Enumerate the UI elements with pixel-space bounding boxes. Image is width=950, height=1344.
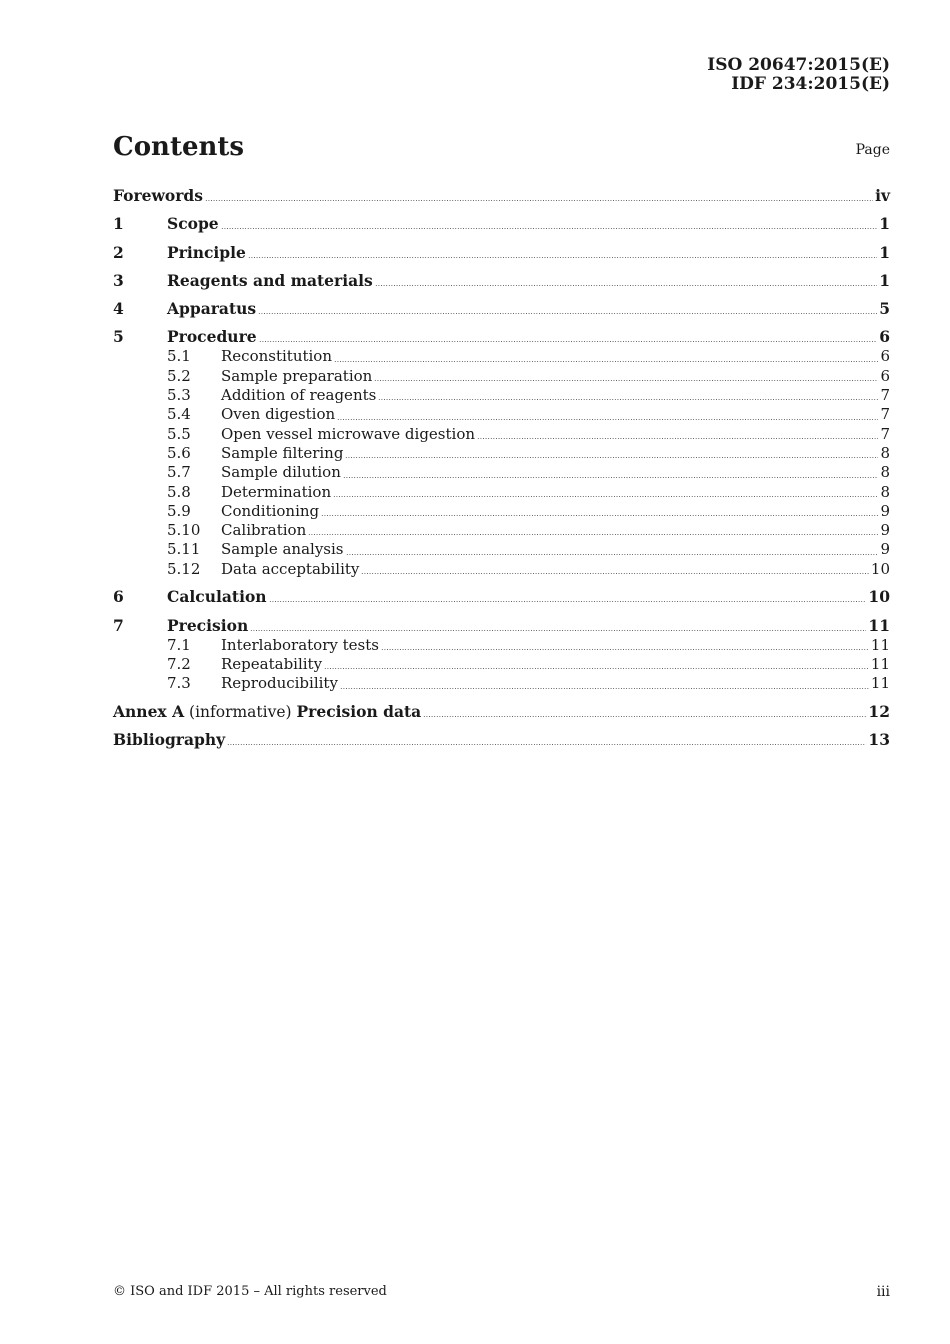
dot-leader (250, 630, 866, 631)
toc-entry-title (221, 502, 319, 521)
toc-entry-title (167, 326, 257, 347)
toc-entry-title-text: Principle (167, 242, 246, 262)
toc-entry-number: 1 (113, 214, 124, 234)
toc-entry-title-text: Apparatus (167, 299, 257, 319)
toc-clause-entry[interactable] (113, 242, 890, 263)
toc-subclause-entry[interactable] (113, 655, 890, 674)
dot-leader (259, 341, 878, 342)
toc-entry-number: 5.8 (167, 482, 191, 501)
toc-subclause-entry[interactable] (113, 674, 890, 693)
toc-clause-entry[interactable] (113, 586, 890, 607)
toc-entry-title (167, 298, 256, 319)
copyright-notice: © ISO and IDF 2015 – All rights reserved (113, 1284, 387, 1299)
dot-leader (333, 496, 878, 497)
toc-entry-page: 6 (879, 327, 890, 347)
toc-entry-title-text: Sample filtering (221, 443, 344, 462)
toc-entry-page: 10 (868, 587, 890, 607)
toc-entry-page: 11 (870, 635, 890, 654)
toc-clause-entry[interactable] (113, 213, 890, 234)
toc-entry-title-text: Sample analysis (221, 540, 344, 559)
toc-entry-page: 1 (879, 214, 890, 234)
dot-leader (248, 257, 877, 258)
toc-clause-entry[interactable] (113, 298, 890, 319)
toc-entry-number: 7.1 (167, 635, 191, 654)
toc-subclause-entry[interactable] (113, 347, 890, 366)
toc-entry-title-text: Reproducibility (221, 674, 338, 693)
toc-clause-entry[interactable] (113, 729, 890, 750)
toc-clause-entry[interactable] (113, 326, 890, 347)
toc-entry-title (167, 615, 248, 636)
toc-clause-entry[interactable] (113, 185, 890, 206)
toc-entry-page: 8 (880, 482, 890, 501)
dot-leader (361, 573, 869, 574)
toc-entry-page: 8 (880, 443, 890, 462)
toc-entry-title-text: Conditioning (221, 501, 320, 520)
toc-entry-page: 5 (879, 299, 890, 319)
toc-entry-number: 5.9 (167, 501, 191, 520)
toc-entry-number: 4 (113, 299, 124, 319)
table-of-contents (113, 185, 890, 750)
toc-entry-title (113, 185, 203, 206)
dot-leader (477, 438, 878, 439)
toc-entry-title-text: Precision (167, 615, 249, 635)
toc-clause-entry[interactable] (113, 270, 890, 291)
toc-entry-title-text: Procedure (167, 327, 257, 347)
dot-leader (324, 668, 869, 669)
toc-entry-page: 7 (880, 405, 890, 424)
toc-entry-title (113, 701, 421, 723)
toc-subclause-entry[interactable] (113, 444, 890, 463)
toc-entry-title (221, 367, 372, 386)
footer-page-number: iii (876, 1284, 890, 1300)
toc-entry-title-text: Interlaboratory tests (221, 635, 379, 654)
dot-leader (269, 601, 867, 602)
toc-entry-page: 12 (868, 701, 890, 721)
toc-entry-title-text: Oven digestion (221, 405, 336, 424)
toc-entry-number: 5.2 (167, 366, 191, 385)
toc-entry-page: 7 (880, 386, 890, 405)
toc-entry-title-text: Annex A (113, 701, 185, 721)
contents-heading: Contents (113, 132, 245, 162)
toc-entry-page: iv (875, 186, 890, 205)
toc-subclause-entry[interactable] (113, 502, 890, 521)
toc-entry-title (221, 347, 332, 366)
toc-entry-number: 7 (113, 615, 124, 635)
dot-leader (346, 554, 879, 555)
toc-entry-title-text: Open vessel microwave digestion (221, 424, 476, 443)
toc-subclause-entry[interactable] (113, 521, 890, 540)
toc-entry-title (221, 405, 335, 424)
dot-leader (378, 399, 878, 400)
toc-entry-number: 5.7 (167, 463, 191, 482)
toc-entry-number: 5.4 (167, 405, 191, 424)
page-column-label: Page (855, 142, 890, 158)
toc-entry-page: 7 (880, 424, 890, 443)
toc-entry-title-text: Addition of reagents (221, 386, 377, 405)
toc-entry-title (221, 444, 343, 463)
toc-entry-title-qualifier: (informative) (184, 702, 297, 721)
toc-subclause-entry[interactable] (113, 425, 890, 444)
toc-entry-page: 6 (880, 347, 890, 366)
dot-leader (205, 200, 873, 201)
dot-leader (337, 419, 878, 420)
document-identifiers (707, 56, 890, 94)
toc-entry-number: 5 (113, 327, 124, 347)
dot-leader (345, 457, 878, 458)
toc-entry-title (221, 483, 331, 502)
toc-entry-page: 1 (879, 242, 890, 262)
toc-entry-title-text: Data acceptability (221, 559, 360, 578)
dot-leader (321, 515, 878, 516)
toc-clause-entry[interactable] (113, 615, 890, 636)
toc-entry-title-text: Repeatability (221, 654, 323, 673)
toc-entry-title (221, 560, 359, 579)
iso-identifier: ISO 20647:2015(E) (707, 55, 890, 75)
toc-entry-number: 3 (113, 270, 124, 290)
toc-entry-number: 5.11 (167, 540, 201, 559)
toc-entry-page: 11 (870, 674, 890, 693)
toc-subclause-entry[interactable] (113, 463, 890, 482)
toc-entry-number: 7.2 (167, 654, 191, 673)
toc-entry-title (167, 586, 267, 607)
toc-entry-title-text: Calibration (221, 521, 307, 540)
dot-leader (227, 744, 866, 745)
toc-entry-title (221, 521, 306, 540)
dot-leader (381, 649, 869, 650)
toc-entry-page: 8 (880, 463, 890, 482)
toc-entry-title-subtitle: Precision data (296, 701, 422, 721)
dot-leader (343, 477, 879, 478)
toc-entry-title-text: Scope (167, 214, 219, 234)
toc-entry-page: 1 (879, 270, 890, 290)
toc-entry-number: 2 (113, 242, 124, 262)
toc-entry-title (221, 425, 475, 444)
dot-leader (423, 716, 866, 717)
toc-entry-number: 5.12 (167, 559, 201, 578)
dot-leader (340, 688, 869, 689)
toc-entry-title-text: Reconstitution (221, 347, 332, 366)
dot-leader (374, 380, 878, 381)
toc-entry-title (221, 386, 376, 405)
toc-entry-title-text: Reagents and materials (167, 270, 373, 290)
toc-entry-title-text: Bibliography (113, 730, 226, 750)
toc-entry-title (221, 463, 341, 482)
idf-identifier: IDF 234:2015(E) (731, 74, 890, 94)
toc-subclause-entry[interactable] (113, 483, 890, 502)
toc-entry-title-text: Calculation (167, 587, 267, 607)
toc-entry-page: 9 (880, 540, 890, 559)
toc-entry-title (113, 729, 225, 750)
toc-entry-page: 10 (870, 559, 890, 578)
toc-entry-number: 5.10 (167, 521, 201, 540)
toc-entry-number: 5.1 (167, 347, 191, 366)
toc-entry-page: 11 (870, 654, 890, 673)
toc-subclause-entry[interactable] (113, 636, 890, 655)
toc-entry-title (221, 540, 344, 559)
toc-entry-page: 9 (880, 501, 890, 520)
toc-entry-page: 9 (880, 521, 890, 540)
toc-subclause-entry[interactable] (113, 386, 890, 405)
toc-entry-title-text: Sample preparation (221, 366, 373, 385)
toc-entry-number: 5.3 (167, 386, 191, 405)
toc-entry-page: 6 (880, 366, 890, 385)
toc-subclause-entry[interactable] (113, 540, 890, 559)
toc-entry-page: 11 (868, 615, 890, 635)
toc-entry-title (221, 674, 338, 693)
toc-entry-title (221, 636, 379, 655)
toc-entry-page: 13 (868, 730, 890, 750)
toc-entry-number: 5.5 (167, 424, 191, 443)
dot-leader (221, 228, 878, 229)
dot-leader (375, 285, 877, 286)
toc-subclause-entry[interactable] (113, 405, 890, 424)
toc-entry-number: 7.3 (167, 674, 191, 693)
toc-entry-title-text: Determination (221, 482, 332, 501)
dot-leader (258, 313, 877, 314)
toc-entry-title (167, 242, 246, 263)
toc-subclause-entry[interactable] (113, 367, 890, 386)
toc-entry-title-text: Forewords (113, 186, 203, 205)
toc-entry-title (167, 270, 373, 291)
toc-clause-entry[interactable] (113, 701, 890, 722)
dot-leader (334, 361, 878, 362)
toc-entry-number: 5.6 (167, 443, 191, 462)
toc-entry-title (167, 213, 219, 234)
toc-entry-title-text: Sample dilution (221, 463, 341, 482)
dot-leader (308, 534, 878, 535)
toc-entry-title (221, 655, 322, 674)
toc-subclause-entry[interactable] (113, 560, 890, 579)
toc-entry-number: 6 (113, 587, 124, 607)
